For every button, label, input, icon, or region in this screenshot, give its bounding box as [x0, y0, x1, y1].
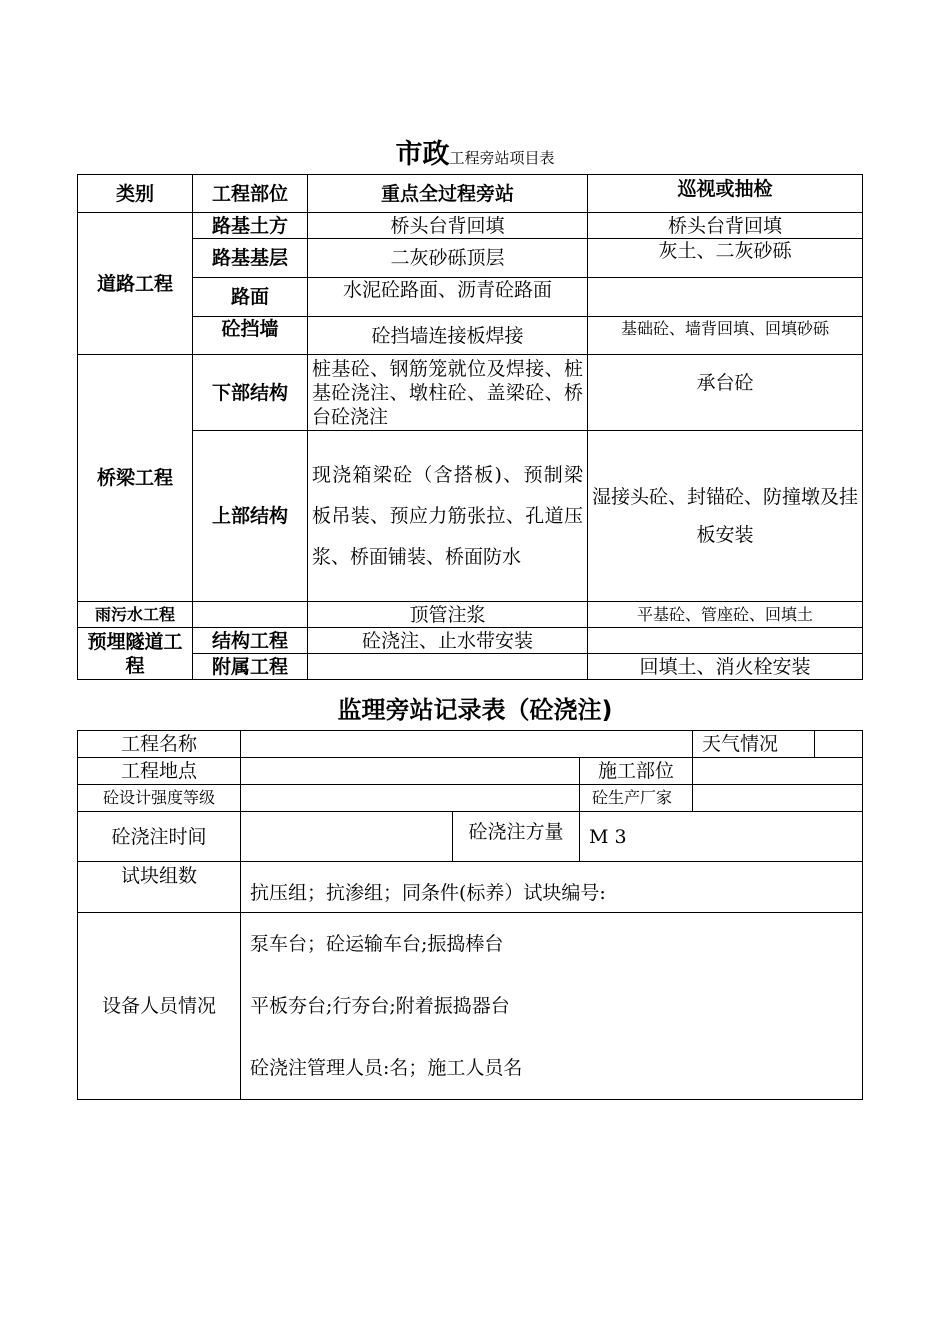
table-row	[78, 355, 863, 431]
part-cell: 附属工程	[193, 654, 308, 680]
key-cell: 砼浇注、止水带安装	[308, 628, 588, 654]
part-cell: 砼挡墙	[193, 317, 308, 355]
category-tunnel: 预埋隧道工程	[78, 628, 193, 680]
table-row	[78, 602, 863, 628]
key-cell: 水泥砼路面、沥青砼路面	[308, 278, 588, 317]
equipment-value	[241, 913, 863, 1100]
specimen-value: 抗压组；抗渗组；同条件(标养）试块编号:	[241, 862, 863, 913]
table2-title: 监理旁站记录表（砼浇注)	[337, 696, 613, 724]
part-cell: 结构工程	[193, 628, 308, 654]
header-key-supervision: 重点全过程旁站	[308, 175, 588, 213]
project-name-value	[241, 731, 693, 758]
volume-label: 砼浇注方量	[453, 812, 580, 862]
table-row	[78, 785, 863, 812]
location-label: 工程地点	[78, 758, 241, 785]
part-cell: 上部结构	[193, 431, 308, 602]
supervision-items-table	[77, 174, 863, 680]
concrete-pour-record-table	[77, 730, 863, 1100]
header-patrol: 巡视或抽检	[588, 175, 863, 213]
part-cell: 路面	[193, 278, 308, 317]
table-row	[78, 654, 863, 680]
manufacturer-value	[693, 785, 863, 812]
weather-cell	[693, 731, 863, 758]
patrol-cell: 灰土、二灰砂砾	[588, 239, 863, 278]
part-cell	[193, 602, 308, 628]
table-row	[78, 731, 863, 758]
table-row	[78, 239, 863, 278]
part-cell: 下部结构	[193, 355, 308, 431]
patrol-cell: 承台砼	[588, 355, 863, 431]
strength-label: 砼设计强度等级	[78, 785, 241, 812]
patrol-cell: 桥头台背回填	[588, 213, 863, 239]
manufacturer-label: 砼生产厂家	[580, 785, 693, 812]
key-cell: 二灰砂砾顶层	[308, 239, 588, 278]
part-cell: 路基基层	[193, 239, 308, 278]
table-row	[78, 213, 863, 239]
table-row	[78, 431, 863, 602]
table-row	[78, 278, 863, 317]
header-part: 工程部位	[193, 175, 308, 213]
table-row	[78, 812, 863, 862]
key-cell: 顶管注浆	[308, 602, 588, 628]
key-cell: 桩基砼、钢筋笼就位及焊接、桩基砼浇注、墩柱砼、盖梁砼、桥台砼浇注	[308, 355, 588, 431]
table-row	[78, 913, 863, 1100]
equipment-line: 泵车台；砼运输车台;振捣棒台	[250, 933, 504, 955]
weather-label: 天气情况	[693, 731, 815, 757]
title1-small: 工程旁站项目表	[449, 149, 555, 167]
location-value	[241, 758, 580, 785]
table-row	[78, 628, 863, 654]
category-sewer: 雨污水工程	[78, 602, 193, 628]
part-cell: 路基土方	[193, 213, 308, 239]
key-cell: 桥头台背回填	[308, 213, 588, 239]
table-row	[78, 758, 863, 785]
patrol-cell	[588, 278, 863, 317]
title1-big: 市政	[395, 139, 450, 170]
pour-time-label: 砼浇注时间	[78, 812, 241, 862]
header-category: 类别	[78, 175, 193, 213]
patrol-cell: 回填土、消火栓安装	[588, 654, 863, 680]
table-row	[78, 317, 863, 355]
equipment-label: 设备人员情况	[78, 913, 241, 1100]
key-cell	[308, 654, 588, 680]
category-bridge: 桥梁工程	[78, 355, 193, 602]
key-cell: 砼挡墙连接板焊接	[308, 317, 588, 355]
site-part-value	[693, 758, 863, 785]
patrol-cell: 湿接头砼、封锚砼、防撞墩及挂板安装	[588, 431, 863, 602]
table-row	[78, 862, 863, 913]
patrol-cell: 平基砼、管座砼、回填土	[588, 602, 863, 628]
strength-value	[241, 785, 580, 812]
weather-value	[815, 731, 862, 757]
pour-time-value	[241, 812, 453, 862]
patrol-cell	[588, 628, 863, 654]
specimen-label: 试块组数	[78, 862, 241, 913]
patrol-cell: 基础砼、墙背回填、回填砂砾	[588, 317, 863, 355]
category-road: 道路工程	[78, 213, 193, 355]
key-cell: 现浇箱梁砼（含搭板)、预制梁板吊装、预应力筋张拉、孔道压浆、桥面铺装、桥面防水	[308, 431, 588, 602]
volume-value: M 3	[580, 812, 863, 862]
table1-title	[0, 132, 950, 171]
site-part-label: 施工部位	[580, 758, 693, 785]
equipment-line: 砼浇注管理人员:名；施工人员名	[250, 1057, 523, 1079]
project-name-label: 工程名称	[78, 731, 241, 758]
equipment-line: 平板夯台;行夯台;附着振捣器台	[250, 995, 510, 1017]
table-header-row	[78, 175, 863, 213]
